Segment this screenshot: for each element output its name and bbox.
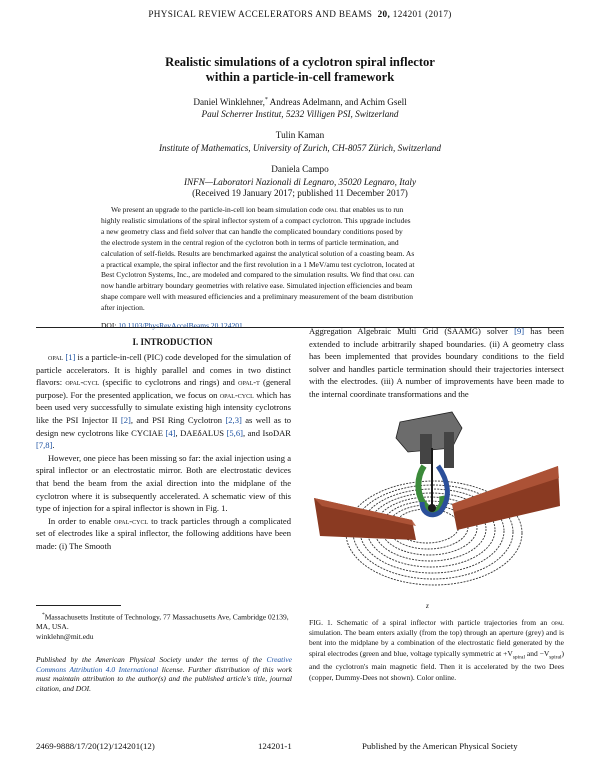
body-text: In order to enable [48, 515, 115, 526]
abstract-text: that enables us to run [337, 205, 404, 214]
code-name: opal-cycl [219, 389, 254, 400]
cc-license-link[interactable]: Creative Commons Attribution 4.0 International [36, 655, 292, 674]
footer-page-number: 124201-1 [258, 741, 292, 751]
footnote-mark: * [42, 612, 45, 618]
body-text: . [52, 440, 55, 451]
code-name: opal-cycl [65, 377, 100, 388]
license-text: license. Further distribution of this work must maintain attribution to the author(s) and the published article's title, journal citation, and DOI. [36, 664, 292, 693]
paper-title [0, 55, 600, 85]
journal-name: PHYSICAL REVIEW ACCELERATORS AND BEAMS [148, 9, 373, 19]
left-column [36, 351, 291, 553]
citation-link[interactable]: [9] [514, 326, 525, 336]
subscript: spiral [549, 654, 562, 661]
author-line-1 [0, 95, 600, 108]
abstract [101, 205, 501, 332]
affiliation-zurich: Institute of Mathematics, University of Zurich, CH-8057 Zürich, Switzerland [159, 143, 441, 153]
abstract-text: shape compare well with measured efficiencies and a preliminary measurement of the beam distribution [101, 292, 414, 302]
paragraph [36, 351, 291, 452]
footnote-text: Massachusetts Institute of Technology, 77 Massachusetts Ave, Cambridge 02139, MA, USA. [36, 612, 289, 632]
license-notice [36, 655, 292, 693]
aperture-post [420, 434, 432, 464]
axis-label-z: z [426, 602, 429, 610]
running-header [0, 9, 600, 19]
body-text: (general purpose). For the presented application, we focus on [36, 377, 291, 400]
abstract-text: now handle arbitrary boundary geometries with relative ease. Simulated injection efficiencies and beam [101, 281, 413, 291]
body-text: (specific to cyclotrons and rings) and [99, 377, 239, 388]
citation-link[interactable]: [1] [65, 352, 76, 362]
citation-link[interactable]: [2] [120, 414, 131, 425]
footnote-mark[interactable]: * [264, 97, 268, 103]
body-text: , and IsoDAR [242, 427, 291, 438]
code-name: opal [389, 270, 402, 280]
abstract-text: a new geometry class and field solver that can handle the complicated boundary conditions posed by [101, 226, 403, 236]
abstract-text: the electrode system in the central region of the cyclotron both in terms of particle termination, and [101, 237, 399, 247]
subscript: spiral [512, 654, 526, 661]
body-text: is a particle-in-cell (PIC) code developed for the simulation of particle accelerators. It is highly parallel and comes in two distinct flavors: [36, 352, 292, 388]
affiliation-infn: INFN—Laboratori Nazionali di Legnaro, 35020 Legnaro, Italy [183, 177, 417, 187]
authors-rest: Andreas Adelmann, and Achim Gsell [267, 97, 407, 108]
body-text: which has been used very successfully to simulate existing high intensity cyclotrons like the PSI Injector II [36, 389, 291, 425]
code-name: opal [48, 352, 64, 362]
author-winklehner: Daniel Winklehner, [193, 97, 265, 108]
author-line-3: Daniela Campo [271, 164, 329, 174]
body-text: as well as to design new cyclotrons like CYCIAE [36, 414, 292, 438]
body-text: , DAEδALUS [175, 427, 227, 438]
footnote [36, 611, 294, 641]
citation-link[interactable]: [7,8] [36, 440, 53, 451]
right-column [309, 325, 564, 401]
beam-spot [428, 504, 436, 512]
body-text: Aggregation Algebraic Multi Grid (SAAMG) solver [309, 326, 515, 336]
body-text: to track particles through a complicated set of electrodes like a spiral inflector, the following additions have been made: (i) The Smooth [36, 515, 291, 551]
figure-caption [309, 618, 564, 683]
volume-number: 20, [377, 9, 391, 19]
body-text: has been extended to include arbitrarily shaped boundaries. (ii) A geometry class has been implemented that provides boundary conditions to the field solver and handles particle termination should their trajectories intersect with the electrodes. (iii) A number of improvements have been made to the internal coordinate transformations and the [309, 326, 564, 399]
footer-publisher: Published by the American Physical Society [362, 741, 518, 751]
code-name: opal-t [238, 377, 260, 388]
footer-issn: 2469-9888/17/20(12)/124201(12) [36, 741, 155, 751]
affiliation-psi: Paul Scherrer Institut, 5232 Villigen PSI, Switzerland [201, 109, 399, 119]
paragraph [309, 325, 564, 401]
article-year: 124201 (2017) [392, 9, 452, 19]
paragraph: However, one piece has been missing so far: the axial injection using a spiral inflector or an electrostatic mirror. Both are electrostatic devices that bend the beam from the axial direction into the midplane of the cyclotron where it is subsequently accelerated. A schematic view of this type of injection for a spiral inflector is shown in Fig. 1. [36, 452, 291, 514]
caption-text: ) and the cyclotron's main magnetic field. Then it is accelerated by the two Dees (copper, Dummy-Dees not shown). Color online. [309, 648, 564, 682]
code-name: opal-cycl [114, 515, 149, 526]
caption-text: and −V [525, 648, 550, 658]
abstract-text: calculation of self-fields. Results are benchmarked against the analytical solution of a coasting beam. As [101, 248, 415, 258]
footnote-rule [36, 605, 121, 606]
code-name: opal [551, 618, 564, 627]
received-dates: (Received 19 January 2017; published 11 December 2017) [192, 188, 408, 198]
doi-label: DOI: [101, 321, 119, 331]
abstract-text: a practical example, the spiral inflector and the first revolution in a 1 MeV/amu test cyclotron, located at [101, 259, 415, 269]
caption-text: simulation. The beam enters axially (from the top) through an aperture (grey) and is bent into the midplane by a combination of the electrostatic field generated by the spiral electrodes (green and blue, voltage typically symmetric at +V [309, 628, 564, 658]
abstract-text: after injection. [101, 303, 145, 313]
footnote-email: winklehn@mit.edu [36, 631, 94, 641]
citation-link[interactable]: [5,6] [226, 427, 243, 438]
citation-link[interactable]: [2,3] [225, 414, 242, 425]
doi-link[interactable]: 10.1103/PhysRevAccelBeams.20.124201 [118, 321, 243, 331]
code-name: opal [325, 205, 338, 214]
figure-1-spiral-inflector [312, 408, 562, 613]
abstract-text: highly realistic simulations of the spiral inflector system of a compact cyclotron. This upgrade includes [101, 215, 411, 225]
title-line-1: Realistic simulations of a cyclotron spiral inflector [165, 55, 435, 69]
citation-link[interactable]: [4] [165, 427, 176, 438]
paragraph [36, 515, 291, 553]
caption-text: FIG. 1. Schematic of a spiral inflector with particle trajectories from an [309, 618, 552, 627]
abstract-text: We present an upgrade to the particle-in-cell ion beam simulation code [111, 205, 326, 214]
body-text: , and PSI Ring Cyclotron [130, 414, 226, 425]
abstract-text: Best Cyclotron Systems, Inc., are modeled and compared to the simulation results. We find that [101, 270, 390, 280]
title-line-2: within a particle-in-cell framework [205, 70, 395, 84]
section-heading: I. INTRODUCTION [132, 337, 213, 347]
author-line-2: Tulin Kaman [275, 130, 325, 140]
abstract-text: can [401, 270, 415, 280]
license-text: Published by the American Physical Society under the terms of the [36, 655, 267, 664]
aperture-post [444, 432, 454, 468]
